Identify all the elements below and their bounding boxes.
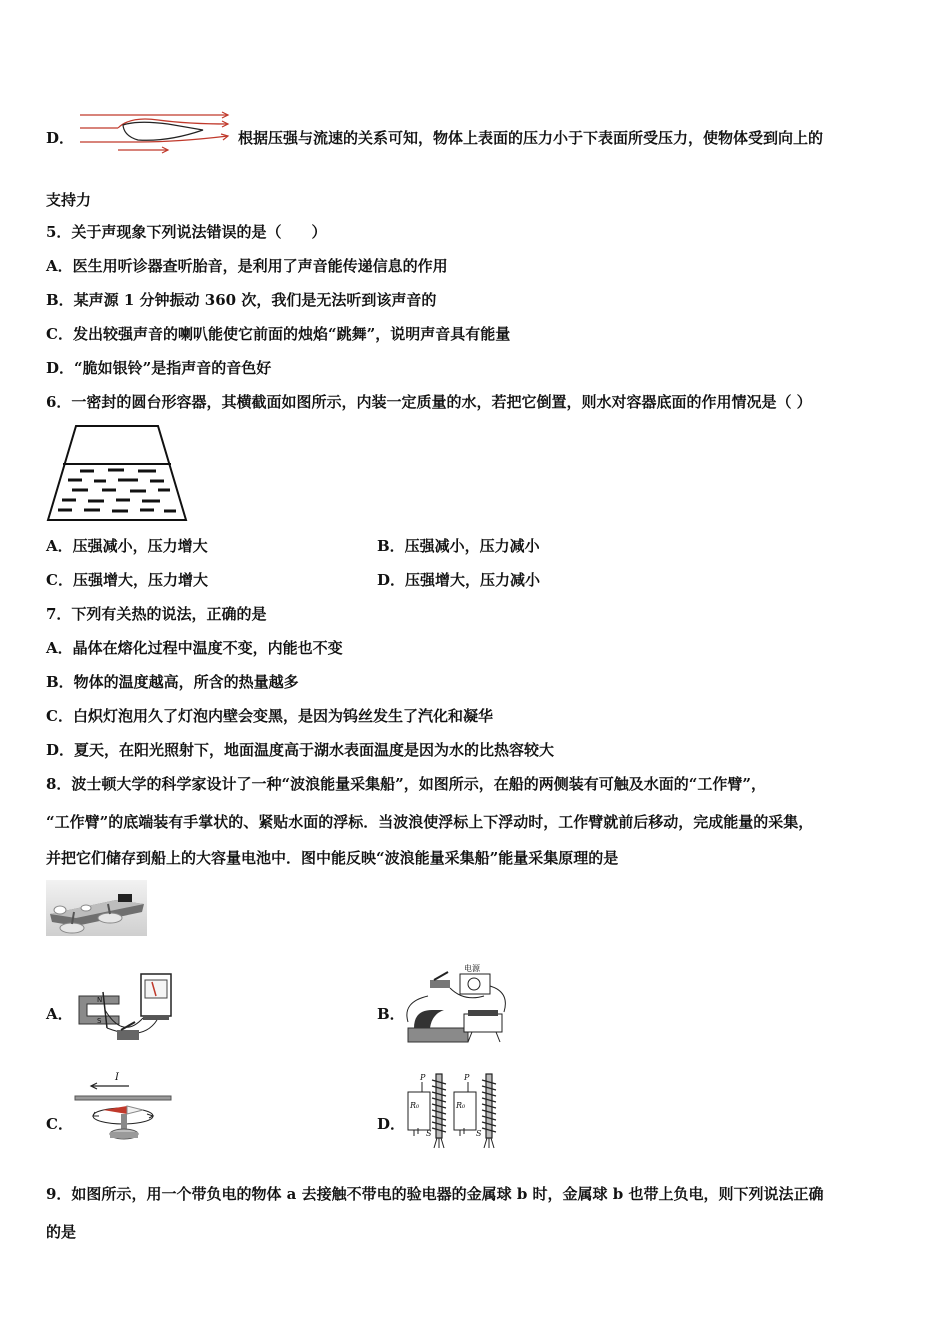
q8-option-c-label: C． xyxy=(46,1115,73,1133)
wave-energy-ship-figure xyxy=(46,880,147,936)
frustum-container-figure xyxy=(46,424,188,524)
figure-c-current-label: I xyxy=(115,1072,119,1083)
q7-option-d: D．夏天，在阳光照射下，地面温度高于湖水表面温度是因为水的比热容较大 xyxy=(46,741,555,759)
figure-a-south-label: S xyxy=(97,1017,102,1025)
q4-option-d-text: 根据压强与流速的关系可知，物体上表面的压力小于下表面所受压力，使物体受到向上的 xyxy=(238,129,824,147)
q8-option-d-label: D． xyxy=(377,1115,406,1133)
q8-stem-line3: 并把它们储存到船上的大容量电池中．图中能反映“波浪能量采集船”能量采集原理的是 xyxy=(46,849,619,867)
q5-stem: 5．关于声现象下列说法错误的是（ ） xyxy=(46,223,327,241)
q5-option-a: A．医生用听诊器查听胎音，是利用了声音能传递信息的作用 xyxy=(46,257,448,275)
q7-option-c: C．白炽灯泡用久了灯泡内壁会变黑，是因为钨丝发生了汽化和凝华 xyxy=(46,707,493,725)
airfoil-figure xyxy=(78,108,234,154)
q5-option-b: B．某声源 1 分钟振动 360 次，我们是无法听到该声音的 xyxy=(46,291,437,309)
figure-d-electromagnets xyxy=(404,1070,506,1150)
figure-c-oersted-experiment xyxy=(73,1068,173,1150)
q7-stem: 7．下列有关热的说法，正确的是 xyxy=(46,605,267,623)
q8-option-a-label: A． xyxy=(46,1005,73,1023)
figure-d-p1-label: P xyxy=(420,1073,426,1082)
figure-a-north-label: N xyxy=(97,996,103,1004)
figure-b-electric-motor xyxy=(404,962,512,1048)
figure-d-r1-label: R₀ xyxy=(410,1101,420,1110)
q5-option-d: D．“脆如银铃”是指声音的音色好 xyxy=(46,359,272,377)
q4-option-d-continued: 支持力 xyxy=(46,191,92,209)
q8-option-b-label: B． xyxy=(377,1005,405,1023)
figure-d-s1-label: S xyxy=(426,1129,432,1138)
figure-d-s2-label: S xyxy=(476,1129,482,1138)
q8-stem-line2: “工作臂”的底端装有手掌状的、紧贴水面的浮标．当波浪使浮标上下浮动时，工作臂就前后移动，完成能量的采集， xyxy=(46,813,814,831)
q6-stem: 6．一密封的圆台形容器，其横截面如图所示，内装一定质量的水，若把它倒置，则水对容器底面的作用情况是（ ） xyxy=(46,393,812,411)
q7-option-a: A．晶体在熔化过程中温度不变，内能也不变 xyxy=(46,639,343,657)
figure-d-p2-label: P xyxy=(464,1073,470,1082)
q6-option-a: A．压强减小，压力增大 xyxy=(46,537,208,555)
q9-stem-line1: 9．如图所示，用一个带负电的物体 a 去接触不带电的验电器的金属球 b 时，金属球 b 也带上负电，则下列说法正确 xyxy=(46,1185,824,1203)
q9-stem-line2: 的是 xyxy=(46,1223,77,1241)
figure-b-power-label: 电源 xyxy=(464,964,480,973)
figure-d-r2-label: R₀ xyxy=(456,1101,466,1110)
q4-option-d-label: D． xyxy=(46,129,75,147)
figure-a-electromagnetic-induction xyxy=(73,970,177,1046)
q6-option-b: B．压强减小，压力减小 xyxy=(377,537,540,555)
q5-option-c: C．发出较强声音的喇叭能使它前面的烛焰“跳舞”，说明声音具有能量 xyxy=(46,325,511,343)
q6-option-d: D．压强增大，压力减小 xyxy=(377,571,541,589)
q6-option-c: C．压强增大，压力增大 xyxy=(46,571,208,589)
q7-option-b: B．物体的温度越高，所含的热量越多 xyxy=(46,673,299,691)
q8-stem-line1: 8．波士顿大学的科学家设计了一种“波浪能量采集船”，如图所示，在船的两侧装有可触及水面的“工作臂”， xyxy=(46,775,766,793)
